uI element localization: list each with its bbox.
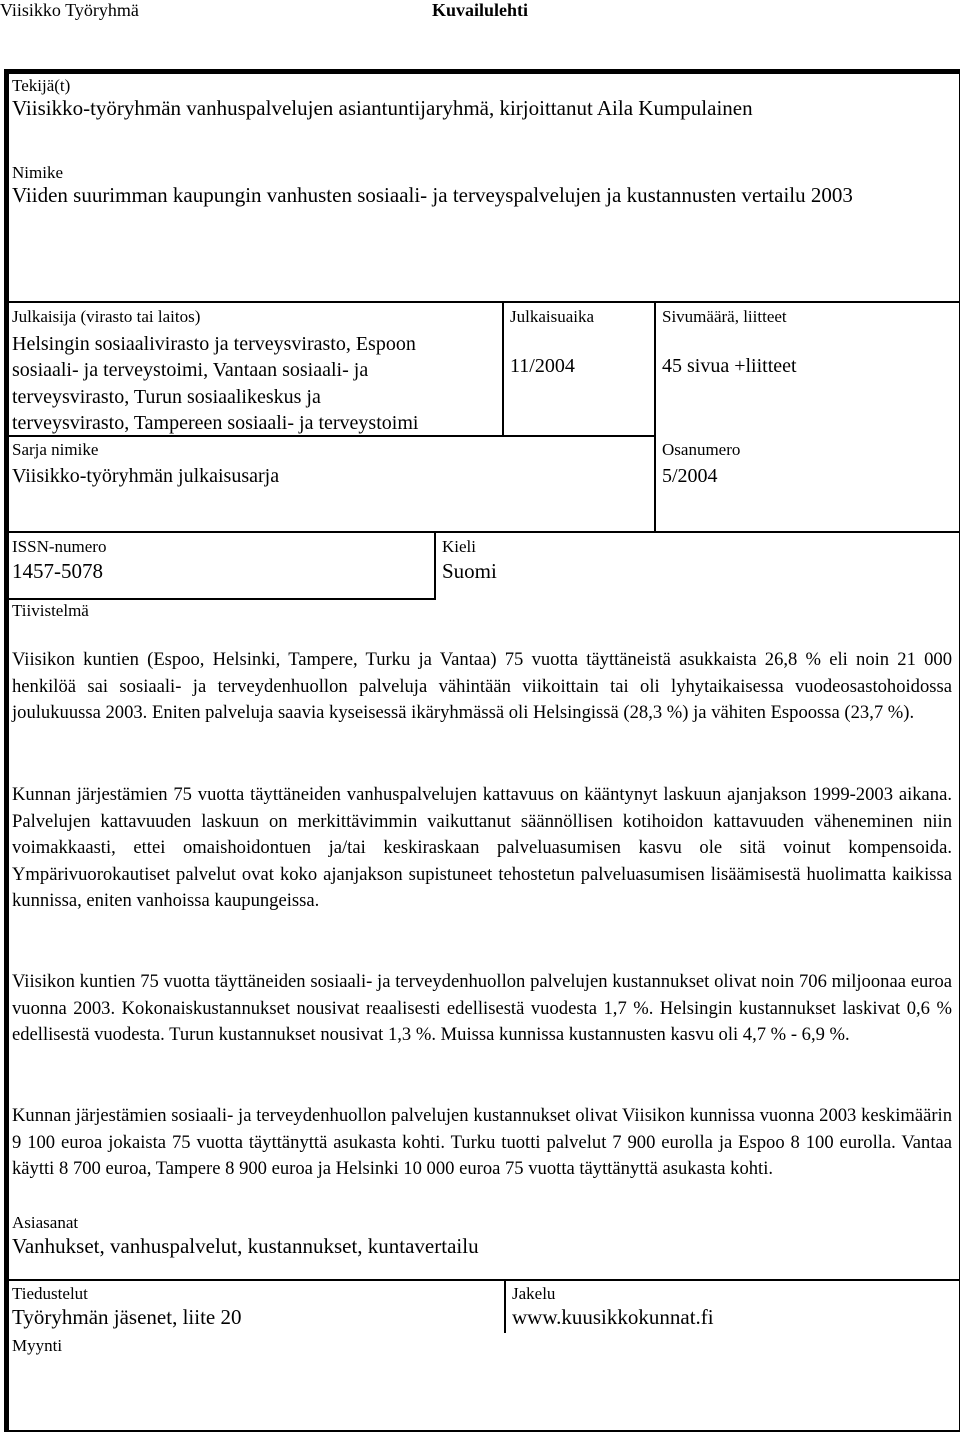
abstract-paragraph: Viisikon kuntien 75 vuotta täyttäneiden sosiaali- ja terveydenhuollon palvelujen kustannukset olivat noin 706 miljoonaa euroa vuonna 2003. Kokonaiskustannukset nousivat reaalisesti edellisestä vuodesta 1,7 %. Helsingin kustannukset laskivat 0,6 % edellisestä vuodesta. Turun kustannukset nousivat 1,3 %. Muissa kunnissa kustannusten kasvu oli 4,7 % - 6,9 %.	[12, 971, 952, 1045]
distribution-label: Jakelu	[512, 1284, 556, 1303]
issn-value: 1457-5078	[12, 559, 103, 583]
distribution-link[interactable]: www.kuusikkokunnat.fi	[512, 1305, 714, 1329]
keywords-label: Asiasanat	[12, 1213, 79, 1232]
abstract-paragraph: Kunnan järjestämien 75 vuotta täyttäneiden vanhuspalvelujen kattavuus on kääntynyt laskuun ajanjakson 1999-2003 aikana. Palvelujen kattavuuden laskuun on merkittävimmin vaikuttanut säännöllisen kotihoidon kattavuuden väheneminen niin voimakkaasti, ettei omaishoidontuen ja/tai keskiraskaan palveluasumisen kasvu ole sitä voinut kompensoida. Ympärivuorokautiset palvelut ovat koko ajanjakson supistuneet tehostetun palveluasumisen lisäämisestä huolimatta kaikissa kunnissa, eniten vanhoissa kaupungeissa.	[12, 784, 952, 911]
divider	[4, 531, 959, 533]
pub-date-value: 11/2004	[510, 355, 575, 377]
header-org: Viisikko Työryhmä	[0, 0, 139, 20]
divider	[504, 1279, 506, 1333]
publisher-line: Helsingin sosiaalivirasto ja terveysvirasto, Espoon	[12, 333, 416, 355]
header-doc-type: Kuvailulehti	[432, 0, 529, 20]
authors-value: Viisikko-työryhmän vanhuspalvelujen asiantuntijaryhmä, kirjoittanut Aila Kumpulainen	[12, 96, 753, 120]
issue-value: 5/2004	[662, 465, 718, 487]
divider	[502, 301, 504, 435]
language-value: Suomi	[442, 559, 497, 583]
abstract-paragraph: Kunnan järjestämien sosiaali- ja terveydenhuollon palvelujen kustannukset olivat Viisikon kunnissa vuonna 2003 keskimäärin 9 100 euroa jokaista 75 vuotta täyttänyttä asukasta kohti. Turku tuotti palvelut 7 900 eurolla ja Espoo 8 100 eurolla. Vantaa käytti 8 700 euroa, Tampere 8 900 euroa ja Helsinki 10 000 euroa 75 vuotta täyttänyttä asukasta kohti.	[12, 1105, 952, 1179]
publisher-line: terveysvirasto, Turun sosiaalikeskus ja	[12, 386, 321, 408]
divider	[4, 1279, 959, 1281]
publisher-label: Julkaisija (virasto tai laitos)	[12, 307, 201, 326]
inquiries-label: Tiedustelut	[12, 1284, 88, 1303]
language-label: Kieli	[442, 537, 476, 556]
abstract-label: Tiivistelmä	[12, 601, 89, 620]
series-label: Sarja nimike	[12, 440, 99, 459]
pub-date-label: Julkaisuaika	[510, 307, 595, 326]
publisher-line: terveysvirasto, Tampereen sosiaali- ja terveystoimi	[12, 412, 419, 434]
inquiries-value: Työryhmän jäsenet, liite 20	[12, 1305, 242, 1329]
description-form	[4, 69, 960, 1432]
pages-value: 45 sivua +liitteet	[662, 355, 797, 377]
divider	[654, 301, 656, 531]
title-label: Nimike	[12, 163, 63, 182]
sales-label: Myynti	[12, 1336, 63, 1355]
series-value: Viisikko-työryhmän julkaisusarja	[12, 465, 280, 487]
issue-label: Osanumero	[662, 440, 741, 459]
divider	[4, 301, 959, 303]
divider	[4, 598, 436, 600]
title-value: Viiden suurimman kaupungin vanhusten sosiaali- ja terveyspalvelujen ja kustannusten vertailu 2003	[12, 183, 853, 207]
pages-label: Sivumäärä, liitteet	[662, 307, 787, 326]
authors-label: Tekijä(t)	[12, 76, 71, 95]
publisher-line: sosiaali- ja terveystoimi, Vantaan sosiaali- ja	[12, 359, 369, 381]
issn-label: ISSN-numero	[12, 537, 107, 556]
abstract-paragraph: Viisikon kuntien (Espoo, Helsinki, Tampere, Turku ja Vantaa) 75 vuotta täyttäneistä asukkaista 26,8 % eli noin 21 000 henkilöä sai sosiaali- ja terveydenhuollon palveluja vähintään viikoittain tai oli lyhytaikaisessa vuodeosastohoidossa joulukuussa 2003. Eniten palveluja saavia kyseisessä ikäryhmässä oli Helsingissä (28,3 %) ja vähiten Espoossa (23,7 %).	[12, 649, 952, 723]
keywords-value: Vanhukset, vanhuspalvelut, kustannukset, kuntavertailu	[12, 1234, 479, 1258]
divider	[434, 531, 436, 598]
